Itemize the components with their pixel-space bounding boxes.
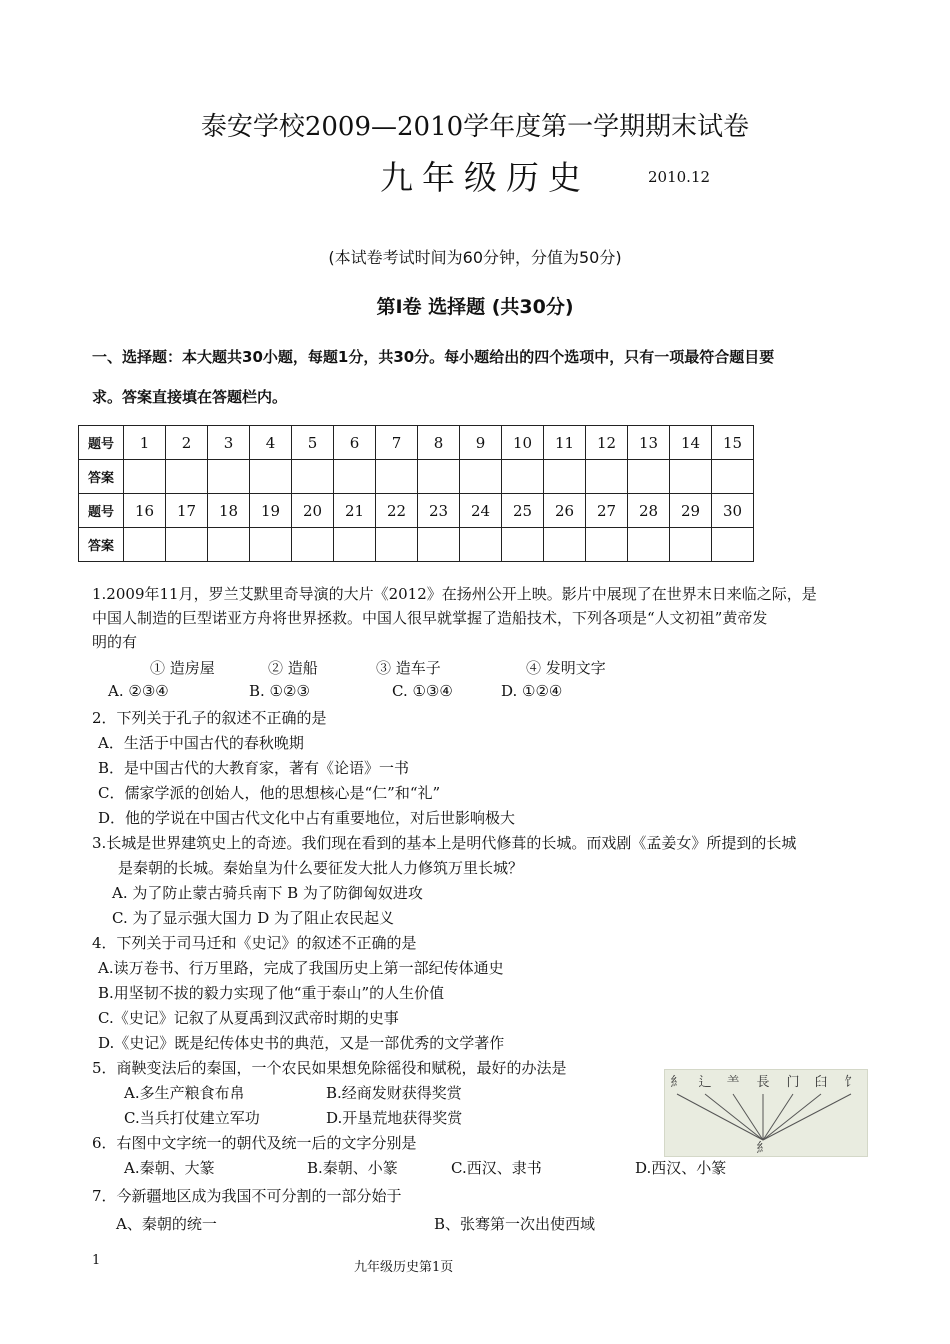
- q1-option-a[interactable]: A. ②③④: [108, 682, 169, 700]
- q1-item: ① 造房屋: [150, 659, 215, 677]
- question-number-cell: 16: [124, 494, 166, 528]
- instruction-line-2: 求。答案直接填在答题栏内。: [92, 388, 288, 406]
- q2-option-b[interactable]: B．是中国古代的大教育家，著有《论语》一书: [98, 759, 410, 777]
- q5-option-b[interactable]: B.经商发财获得奖赏: [326, 1084, 462, 1102]
- svg-text:⺽: ⺽: [814, 1075, 828, 1090]
- question-number-cell: 28: [628, 494, 670, 528]
- q1-line-2: 中国人制造的巨型诺亚方舟将世界拯救。中国人很早就掌握了造船技术，下列各项是“人文初祖”黄帝发: [92, 609, 768, 627]
- section-title: 第Ⅰ卷 选择题 (共30分): [376, 296, 574, 318]
- q5-option-a[interactable]: A.多生产粮食布帛: [124, 1084, 245, 1102]
- answer-cell[interactable]: [292, 460, 334, 494]
- q4-option-b[interactable]: B.用坚韧不拔的毅力实现了他“重于泰山”的人生价值: [98, 984, 445, 1002]
- svg-text:⻍: ⻍: [698, 1075, 712, 1090]
- q1-line-3: 明的有: [92, 633, 138, 651]
- q1-option-c[interactable]: C. ①③④: [392, 682, 453, 700]
- answer-cell[interactable]: [670, 528, 712, 562]
- svg-text:⻑: ⻑: [756, 1075, 770, 1090]
- answer-cell[interactable]: [544, 528, 586, 562]
- question-number-cell: 4: [250, 426, 292, 460]
- answer-cell[interactable]: [460, 528, 502, 562]
- answer-cell[interactable]: [586, 460, 628, 494]
- question-number-cell: 30: [712, 494, 754, 528]
- question-number-cell: 1: [124, 426, 166, 460]
- svg-text:⻔: ⻔: [786, 1075, 800, 1090]
- answer-cell[interactable]: [166, 460, 208, 494]
- question-number-cell: 27: [586, 494, 628, 528]
- q2-option-a[interactable]: A．生活于中国古代的春秋晚期: [98, 734, 304, 752]
- exam-subject: 九年级历史: [380, 158, 590, 197]
- exam-date: 2010.12: [648, 168, 711, 186]
- q2-option-d[interactable]: D．他的学说在中国古代文化中占有重要地位，对后世影响极大: [98, 809, 516, 827]
- svg-text:⺯: ⺯: [756, 1141, 770, 1156]
- answer-cell[interactable]: [460, 460, 502, 494]
- q1-item: ④ 发明文字: [526, 659, 606, 677]
- answer-cell[interactable]: [418, 528, 460, 562]
- question-number-cell: 7: [376, 426, 418, 460]
- q3-line-2: 是秦朝的长城。秦始皇为什么要征发大批人力修筑万里长城？: [118, 859, 524, 877]
- answer-cell[interactable]: [292, 528, 334, 562]
- answer-cell[interactable]: [376, 460, 418, 494]
- question-number-cell: 6: [334, 426, 376, 460]
- question-number-cell: 13: [628, 426, 670, 460]
- q5-stem: 5．商鞅变法后的秦国，一个农民如果想免除徭役和赋税，最好的办法是: [92, 1059, 567, 1077]
- q1-option-d[interactable]: D. ①②④: [501, 682, 563, 700]
- answer-table: [78, 425, 754, 562]
- answer-cell[interactable]: [502, 460, 544, 494]
- answer-cell[interactable]: [376, 528, 418, 562]
- q4-option-a[interactable]: A.读万卷书、行万里路，完成了我国历史上第一部纪传体通史: [98, 959, 504, 977]
- answer-cell[interactable]: [124, 528, 166, 562]
- page-number: 1: [92, 1253, 101, 1268]
- q1-item: ② 造船: [268, 659, 318, 677]
- row-label-answer: 答案: [79, 528, 124, 562]
- q2-option-c[interactable]: C．儒家学派的创始人，他的思想核心是“仁”和“礼”: [98, 784, 441, 802]
- answer-cell[interactable]: [334, 460, 376, 494]
- question-number-cell: 21: [334, 494, 376, 528]
- question-number-cell: 11: [544, 426, 586, 460]
- q7-option-b[interactable]: B、张骞第一次出使西域: [434, 1215, 596, 1233]
- question-number-cell: 22: [376, 494, 418, 528]
- question-number-cell: 24: [460, 494, 502, 528]
- svg-text:⺷: ⺷: [726, 1075, 740, 1090]
- row-label-number: 题号: [79, 426, 124, 460]
- q3-options-line-2[interactable]: C. 为了显示强大国力 D 为了阻止农民起义: [112, 909, 395, 927]
- answer-cell[interactable]: [670, 460, 712, 494]
- q6-stem: 6．右图中文字统一的朝代及统一后的文字分别是: [92, 1134, 417, 1152]
- question-number-cell: 29: [670, 494, 712, 528]
- question-number-cell: 2: [166, 426, 208, 460]
- exam-title: 泰安学校2009—2010学年度第一学期期末试卷: [200, 112, 750, 142]
- question-number-cell: 15: [712, 426, 754, 460]
- q4-stem: 4．下列关于司马迁和《史记》的叙述不正确的是: [92, 934, 417, 952]
- q7-option-a[interactable]: A、秦朝的统一: [116, 1215, 217, 1233]
- answer-cell[interactable]: [208, 528, 250, 562]
- script-evolution-figure: [664, 1069, 868, 1157]
- answer-cell[interactable]: [334, 528, 376, 562]
- question-number-cell: 23: [418, 494, 460, 528]
- q4-option-c[interactable]: C.《史记》记叙了从夏禹到汉武帝时期的史事: [98, 1009, 399, 1027]
- answer-cell[interactable]: [628, 460, 670, 494]
- answer-cell[interactable]: [208, 460, 250, 494]
- answer-cell[interactable]: [712, 460, 754, 494]
- q2-stem: 2．下列关于孔子的叙述不正确的是: [92, 709, 327, 727]
- q1-line-1: 1.2009年11月，罗兰艾默里奇导演的大片《2012》在扬州公开上映。影片中展现了在世界末日来临之际，是: [92, 585, 817, 603]
- row-label-answer: 答案: [79, 460, 124, 494]
- script-evolution-diagram: [665, 1070, 867, 1156]
- q3-line-1: 3.长城是世界建筑史上的奇迹。我们现在看到的基本上是明代修葺的长城。而戏剧《孟姜女》所提到的长城: [92, 834, 797, 852]
- answer-table-answer-row-1: [79, 460, 754, 494]
- question-number-cell: 17: [166, 494, 208, 528]
- answer-table-number-row-2: [79, 494, 754, 528]
- q6-option-a[interactable]: A.秦朝、大篆: [124, 1159, 215, 1177]
- answer-cell[interactable]: [544, 460, 586, 494]
- question-number-cell: 3: [208, 426, 250, 460]
- answer-cell[interactable]: [628, 528, 670, 562]
- svg-text:⻠: ⻠: [844, 1075, 858, 1090]
- q4-option-d[interactable]: D.《史记》既是纪传体史书的典范，又是一部优秀的文学著作: [98, 1034, 505, 1052]
- q3-options-line-1[interactable]: A. 为了防止蒙古骑兵南下 B 为了防御匈奴进攻: [112, 884, 423, 902]
- page-label: 九年级历史第1页: [354, 1260, 454, 1275]
- q7-stem: 7．今新疆地区成为我国不可分割的一部分始于: [92, 1187, 402, 1205]
- question-number-cell: 10: [502, 426, 544, 460]
- answer-table-answer-row-2: [79, 528, 754, 562]
- q1-item: ③ 造车子: [376, 659, 441, 677]
- answer-table-number-row-1: [79, 426, 754, 460]
- question-number-cell: 18: [208, 494, 250, 528]
- q6-option-b[interactable]: B.秦朝、小篆: [307, 1159, 398, 1177]
- question-number-cell: 26: [544, 494, 586, 528]
- answer-cell[interactable]: [586, 528, 628, 562]
- q1-option-b[interactable]: B. ①②③: [249, 682, 310, 700]
- question-number-cell: 12: [586, 426, 628, 460]
- question-number-cell: 5: [292, 426, 334, 460]
- exam-note: (本试卷考试时间为60分钟，分值为50分): [328, 248, 622, 267]
- instruction-line-1: 一、选择题：本大题共30小题，每题1分，共30分。每小题给出的四个选项中，只有一项最符合题目要: [92, 348, 775, 366]
- answer-cell[interactable]: [502, 528, 544, 562]
- answer-cell[interactable]: [250, 460, 292, 494]
- question-number-cell: 20: [292, 494, 334, 528]
- answer-cell[interactable]: [250, 528, 292, 562]
- row-label-number: 题号: [79, 494, 124, 528]
- svg-text:⺯: ⺯: [670, 1075, 684, 1090]
- question-number-cell: 25: [502, 494, 544, 528]
- answer-cell[interactable]: [124, 460, 166, 494]
- q5-option-c[interactable]: C.当兵打仗建立军功: [124, 1109, 260, 1127]
- question-number-cell: 8: [418, 426, 460, 460]
- q5-option-d[interactable]: D.开垦荒地获得奖赏: [326, 1109, 463, 1127]
- q6-option-d[interactable]: D.西汉、小篆: [635, 1159, 727, 1177]
- answer-cell[interactable]: [418, 460, 460, 494]
- answer-cell[interactable]: [712, 528, 754, 562]
- q6-option-c[interactable]: C.西汉、隶书: [451, 1159, 542, 1177]
- question-number-cell: 9: [460, 426, 502, 460]
- question-number-cell: 14: [670, 426, 712, 460]
- answer-cell[interactable]: [166, 528, 208, 562]
- question-number-cell: 19: [250, 494, 292, 528]
